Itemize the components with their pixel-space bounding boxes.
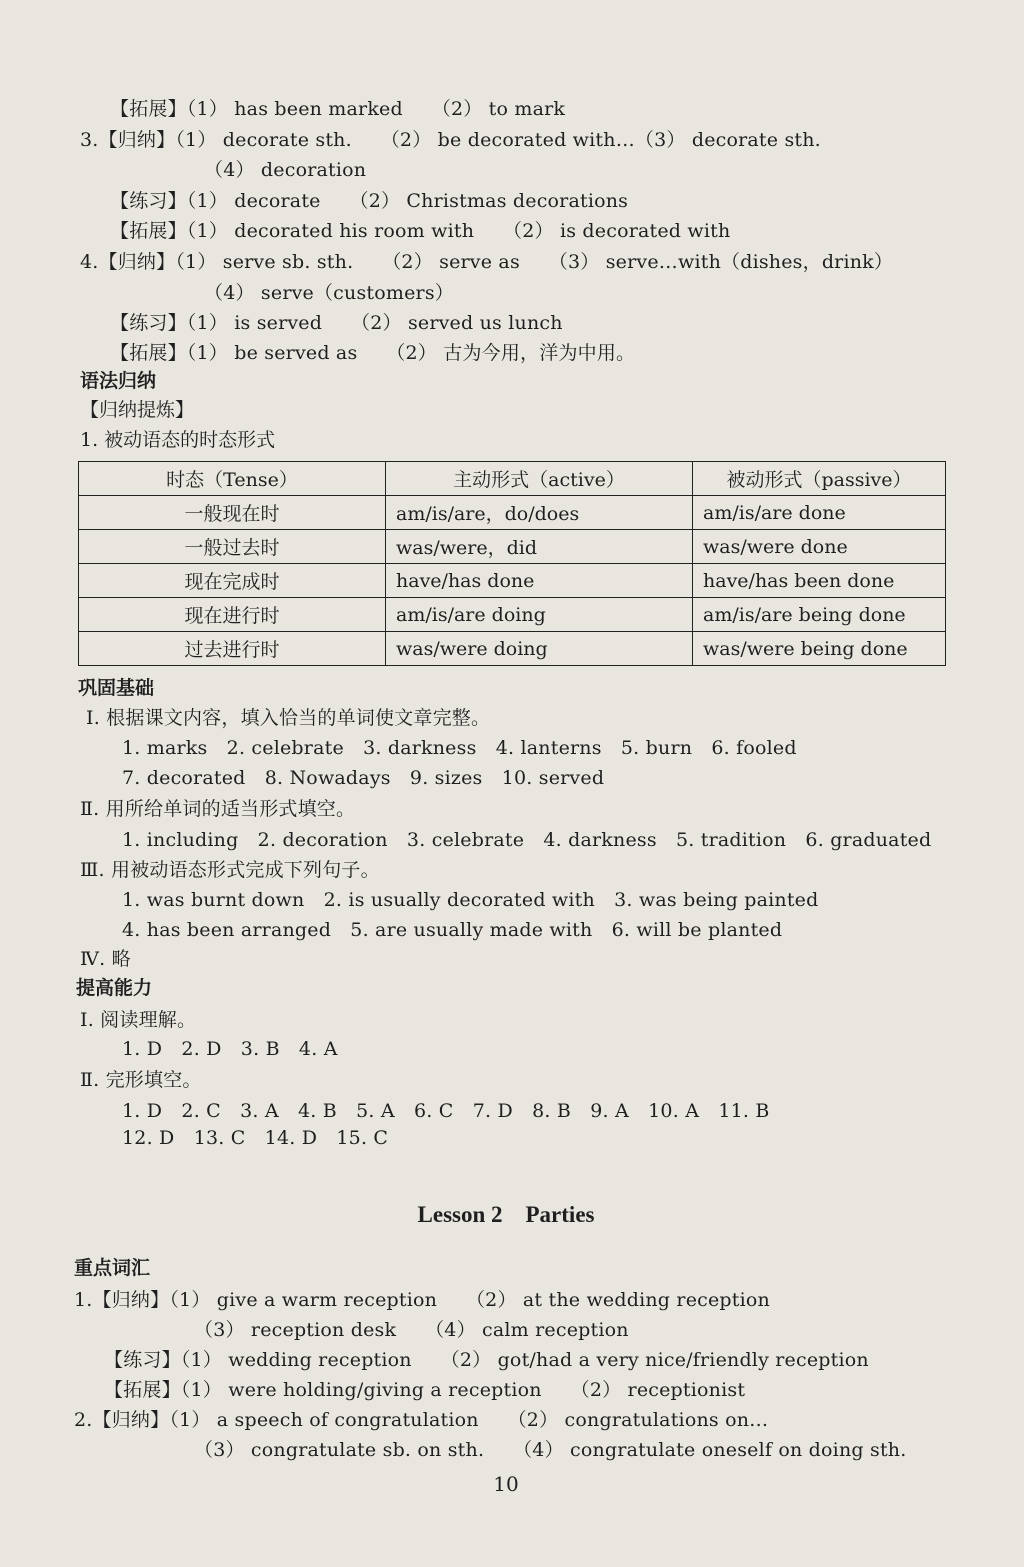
table-cell: have/has done xyxy=(386,564,693,598)
table-cell: 现在完成时 xyxy=(79,564,386,598)
table-cell: 一般过去时 xyxy=(79,530,386,564)
page-number: 10 xyxy=(493,1472,519,1496)
table-row xyxy=(79,598,946,632)
table-cell: am/is/are doing xyxy=(386,598,693,632)
basics-section-2: Ⅱ. 用所给单词的适当形式填空。 xyxy=(80,798,356,820)
basics-section-1: Ⅰ. 根据课文内容，填入恰当的单词使文章完整。 xyxy=(86,707,491,729)
table-header-cell: 时态（Tense） xyxy=(79,462,386,496)
lesson-title: Lesson 2 Parties xyxy=(417,1202,595,1227)
summary-line-4-cont: （4） serve（customers） xyxy=(204,282,454,304)
improve-answers-1: 1. D 2. D 3. B 4. A xyxy=(122,1038,338,1060)
basics-answers-1a: 1. marks 2. celebrate 3. darkness 4. lanterns 5. burn 6. fooled xyxy=(122,737,797,759)
vocab-line-1-cont: （3） reception desk （4） calm reception xyxy=(194,1319,629,1341)
basics-answers-3a: 1. was burnt down 2. is usually decorated with 3. was being painted xyxy=(122,889,819,911)
improve-answers-2a: 1. D 2. C 3. A 4. B 5. A 6. C 7. D 8. B 9. A 10. A 11. B xyxy=(122,1100,770,1122)
table-header-row xyxy=(79,462,946,496)
vocab-expand-line: 【拓展】（1） were holding/giving a reception （2） receptionist xyxy=(104,1379,746,1401)
summary-line-3: 3.【归纳】（1） decorate sth. （2） be decorated with…（3） decorate sth. xyxy=(80,129,821,151)
basics-answers-1b: 7. decorated 8. Nowadays 9. sizes 10. served xyxy=(122,767,605,789)
practice-line-3: 【练习】（1） decorate （2） Christmas decorations xyxy=(110,190,629,212)
table-cell: was/were，did xyxy=(386,530,693,564)
vocab-line-1: 1.【归纳】（1） give a warm reception （2） at the wedding reception xyxy=(74,1289,770,1311)
table-cell: 过去进行时 xyxy=(79,632,386,666)
table-cell: have/has been done xyxy=(693,564,946,598)
improve-heading: 提高能力 xyxy=(76,977,153,999)
table-cell: 现在进行时 xyxy=(79,598,386,632)
table-row xyxy=(79,496,946,530)
grammar-item: 1. 被动语态的时态形式 xyxy=(80,429,276,451)
practice-line-4: 【练习】（1） is served （2） served us lunch xyxy=(110,312,563,334)
grammar-heading: 语法归纳 xyxy=(80,370,157,392)
table-row xyxy=(79,530,946,564)
passive-voice-table xyxy=(78,461,946,666)
table-cell: am/is/are being done xyxy=(693,598,946,632)
table-cell: am/is/are done xyxy=(693,496,946,530)
grammar-subheading: 【归纳提炼】 xyxy=(80,399,195,421)
table-header-cell: 主动形式（active） xyxy=(386,462,693,496)
table-header-cell: 被动形式（passive） xyxy=(693,462,946,496)
basics-section-3: Ⅲ. 用被动语态形式完成下列句子。 xyxy=(80,859,380,881)
improve-answers-2b: 12. D 13. C 14. D 15. C xyxy=(122,1127,389,1149)
basics-answers-3b: 4. has been arranged 5. are usually made with 6. will be planted xyxy=(122,919,783,941)
summary-line-4: 4.【归纳】（1） serve sb. sth. （2） serve as （3） serve…with（dishes，drink） xyxy=(80,251,894,273)
table-cell: am/is/are，do/does xyxy=(386,496,693,530)
expand-line-1: 【拓展】（1） has been marked （2） to mark xyxy=(110,98,566,120)
table-cell: was/were doing xyxy=(386,632,693,666)
expand-line-3: 【拓展】（1） decorated his room with （2） is decorated with xyxy=(110,220,731,242)
improve-section-1: Ⅰ. 阅读理解。 xyxy=(80,1009,197,1031)
summary-line-3-cont: （4） decoration xyxy=(204,159,367,181)
basics-answers-2a: 1. including 2. decoration 3. celebrate 4. darkness 5. tradition 6. graduated xyxy=(122,829,932,851)
table-row xyxy=(79,632,946,666)
basics-section-4: Ⅳ. 略 xyxy=(80,948,131,970)
vocab-line-2: 2.【归纳】（1） a speech of congratulation （2） congratulations on… xyxy=(74,1409,769,1431)
vocab-practice-line: 【练习】（1） wedding reception （2） got/had a very nice/friendly reception xyxy=(104,1349,869,1371)
vocab-heading: 重点词汇 xyxy=(74,1257,151,1279)
table-cell: 一般现在时 xyxy=(79,496,386,530)
improve-section-2: Ⅱ. 完形填空。 xyxy=(80,1069,202,1091)
table-cell: was/were done xyxy=(693,530,946,564)
basics-heading: 巩固基础 xyxy=(78,677,155,699)
table-cell: was/were being done xyxy=(693,632,946,666)
expand-line-4: 【拓展】（1） be served as （2） 古为今用，洋为中用。 xyxy=(110,342,636,364)
table-row xyxy=(79,564,946,598)
vocab-line-2-cont: （3） congratulate sb. on sth. （4） congratulate oneself on doing sth. xyxy=(194,1439,907,1461)
